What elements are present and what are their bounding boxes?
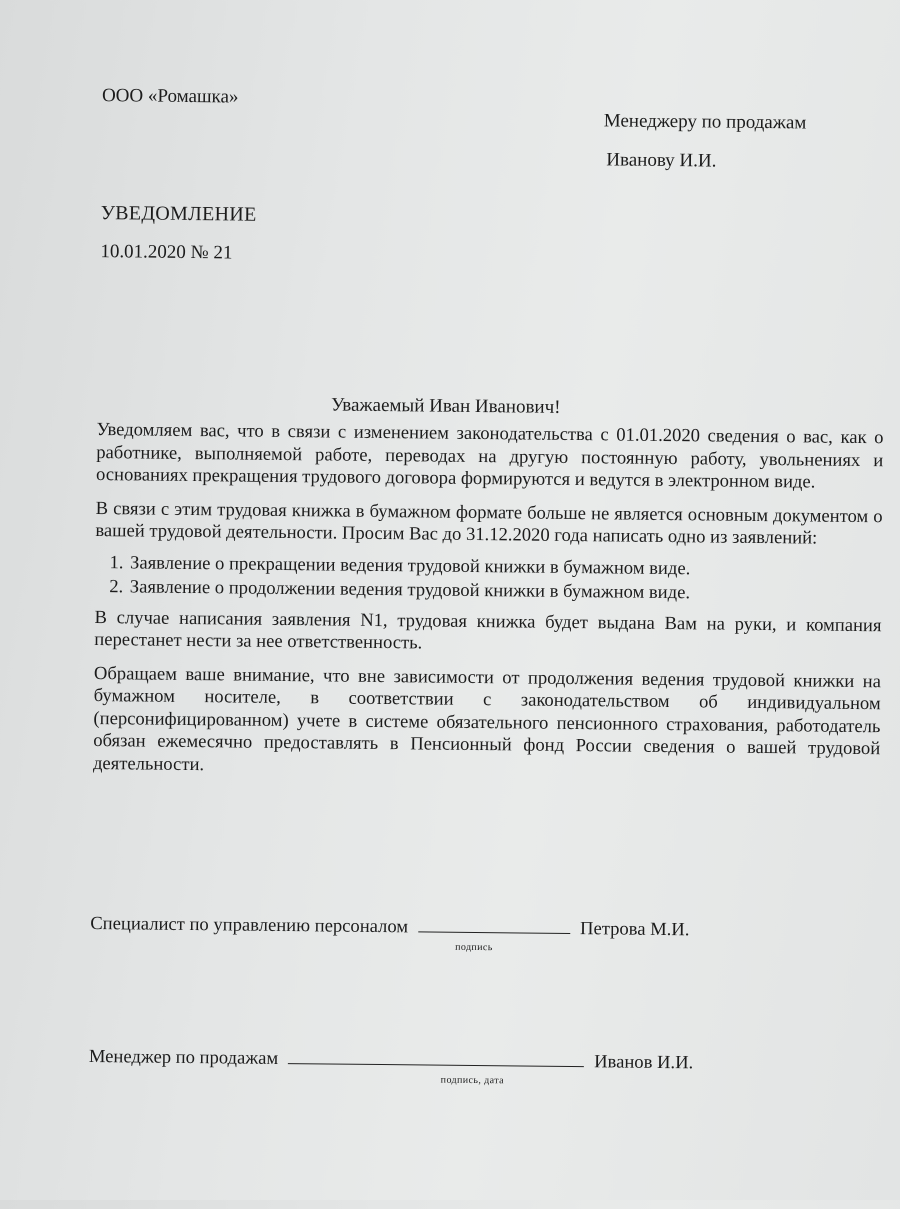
recipient-name: Иванову И.И. — [606, 149, 717, 172]
manager-signature-row — [89, 1044, 694, 1074]
greeting: Уважаемый Иван Иванович! — [330, 394, 561, 418]
document-title: УВЕДОМЛЕНИЕ — [100, 202, 257, 226]
manager-position: Менеджер по продажам — [88, 1045, 279, 1069]
manager-signature-caption: подпись, дата — [440, 1074, 505, 1087]
hr-signature-row — [90, 911, 689, 941]
hr-name: Петрова М.И. — [579, 918, 690, 941]
letter-body — [93, 419, 884, 794]
manager-signature-line — [288, 1046, 584, 1067]
document-date-number: 10.01.2020 № 21 — [100, 241, 233, 264]
hr-position: Специалист по управлению персоналом — [90, 912, 409, 938]
manager-name: Иванов И.И. — [594, 1051, 694, 1074]
option-item-1: 1. Заявление о прекращении ведения трудовой книжки в бумажном виде. — [128, 552, 882, 582]
hr-signature-line — [418, 914, 570, 934]
hr-signature-caption: подпись — [455, 941, 493, 954]
paragraph-2: В связи с этим трудовая книжка в бумажном формате больше не является основным документом о вашей трудовой деятельности. Просим Вас до 31.12.2020 года написать одно из заявлений: — [95, 497, 883, 549]
paragraph-4: Обращаем ваше внимание, что вне зависимости от продолжения ведения трудовой книжки на бумажном носителе, в соответствии с законодательством об индивидуальном (персонифицированном) учете в системе обязательного пенсионного страхования, работодатель обязан ежемесячно предоставлять в Пенсионный фонд России сведения о вашей трудовой деятельности. — [92, 662, 882, 775]
paragraph-3: В случае написания заявления N1, трудовая книжка будет выдана Вам на руки, и компания перестанет нести за нее ответственность. — [94, 606, 882, 654]
paragraph-1: Уведомляем вас, что в связи с изменением законодательства с 01.01.2020 сведения о вас, как о работнике, выполняемой работе, переводах на другую постоянную работу, увольнениях и основаниях прекращения трудового договора формируются и ведутся в электронном виде. — [95, 419, 884, 493]
option-item-2: 2. Заявление о продолжении ведения трудовой книжки в бумажном виде. — [128, 576, 882, 606]
organization-name: ООО «Ромашка» — [101, 85, 239, 108]
recipient-position: Менеджеру по продажам — [603, 110, 807, 134]
options-list — [95, 552, 882, 607]
